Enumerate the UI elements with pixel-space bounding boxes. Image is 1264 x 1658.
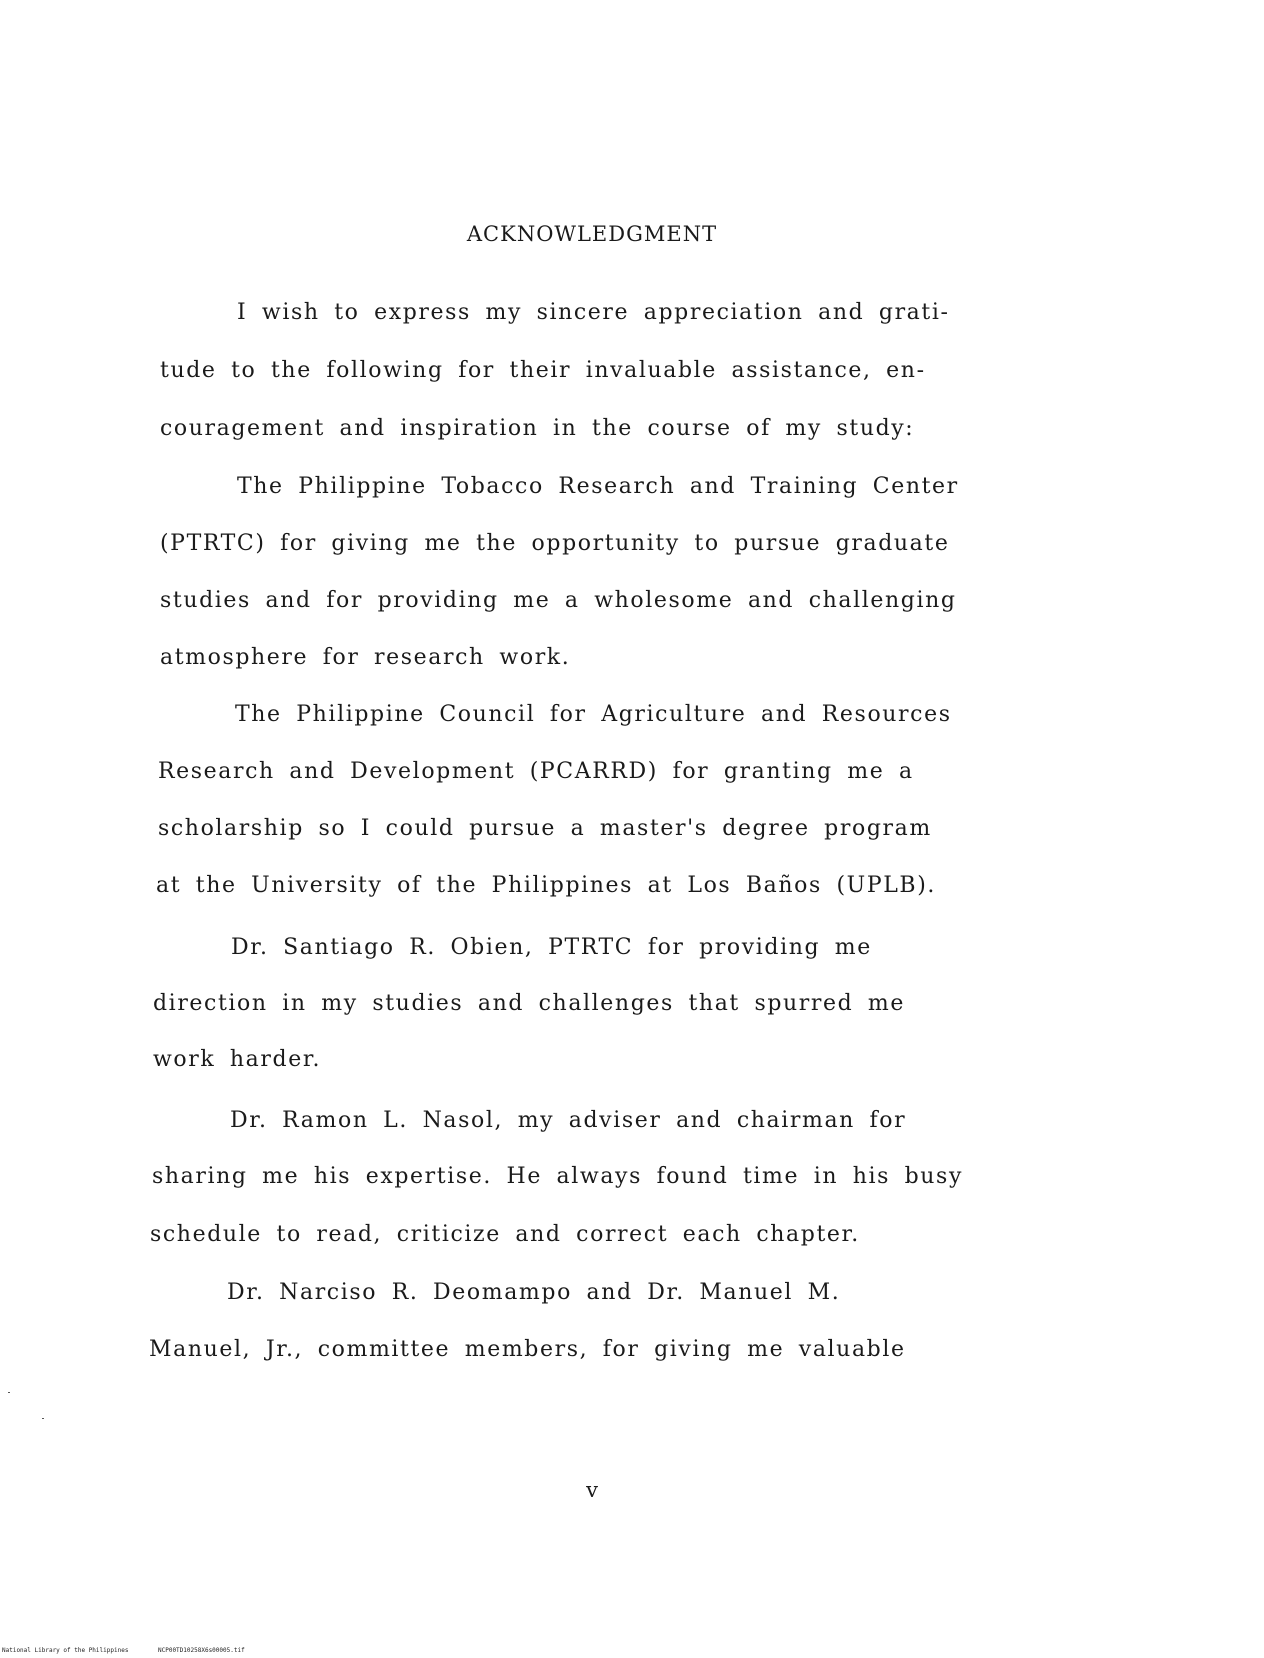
text-line: atmosphere for research work. (160, 645, 571, 670)
text-line: studies and for providing me a wholesome and challenging (160, 588, 957, 613)
text-line: The Philippine Council for Agriculture and Resources (235, 702, 952, 727)
text-line: scholarship so I could pursue a master's degree program (158, 816, 932, 841)
page-number: v (586, 1478, 598, 1502)
text-line: schedule to read, criticize and correct each chapter. (150, 1222, 860, 1247)
text-line: at the University of the Philippines at Los Baños (UPLB). (156, 873, 936, 898)
text-line: couragement and inspiration in the course of my study: (160, 416, 915, 441)
text-line: The Philippine Tobacco Research and Training Center (237, 474, 959, 499)
text-line: work harder. (153, 1047, 322, 1072)
scan-speck (8, 1392, 10, 1393)
text-line: sharing me his expertise. He always found time in his busy (152, 1164, 963, 1189)
text-line: tude to the following for their invaluable assistance, en- (160, 358, 926, 383)
scan-speck (42, 1418, 44, 1419)
page-title: ACKNOWLEDGMENT (466, 222, 718, 246)
text-line: (PTRTC) for giving me the opportunity to pursue graduate (160, 531, 950, 556)
text-line: direction in my studies and challenges that spurred me (153, 991, 905, 1016)
text-line: Dr. Santiago R. Obien, PTRTC for providing me (231, 935, 872, 960)
text-line: Dr. Narciso R. Deomampo and Dr. Manuel M. (227, 1280, 841, 1305)
text-line: Manuel, Jr., committee members, for giving me valuable (149, 1337, 906, 1362)
footer-library: National Library of the Philippines (2, 1647, 129, 1654)
text-line: I wish to express my sincere appreciation and grati- (237, 300, 950, 325)
footer-file-id: NCP00TD10258X6s00005.tif (158, 1647, 245, 1654)
text-line: Dr. Ramon L. Nasol, my adviser and chairman for (230, 1108, 907, 1133)
text-line: Research and Development (PCARRD) for granting me a (158, 759, 914, 784)
